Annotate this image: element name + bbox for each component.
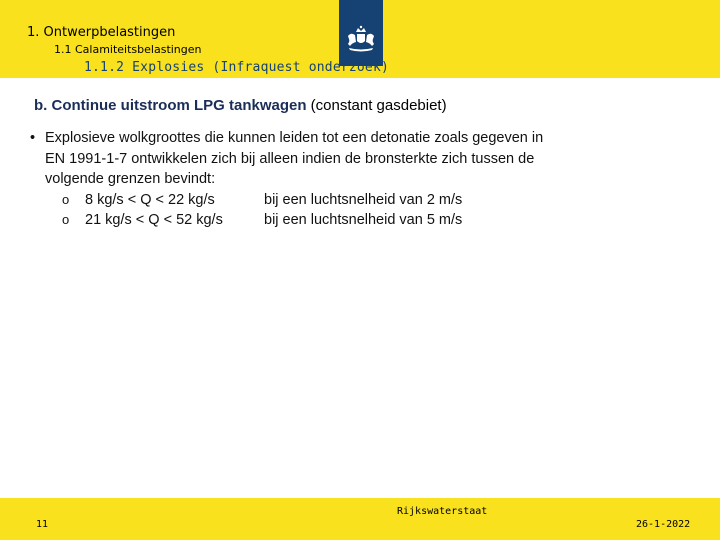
- sub-list-item: [30, 190, 600, 211]
- flow-range: 21 kg/s < Q < 52 kg/s: [85, 212, 223, 228]
- sub-bullet-symbol: o: [62, 212, 70, 227]
- footer-date: 26-1-2022: [636, 519, 691, 530]
- subtitle-normal: (constant gasdebiet): [306, 97, 447, 114]
- sub-list-item: [30, 210, 600, 231]
- slide-subtitle: [34, 97, 447, 114]
- subtitle-bold: b. Continue uitstroom LPG tankwagen: [34, 97, 307, 114]
- heading-level-2: 1.1 Calamiteitsbelastingen: [54, 43, 202, 56]
- heading-level-1: 1. Ontwerpbelastingen: [27, 25, 176, 40]
- bullet-line: Explosieve wolkgroottes die kunnen leiden tot een detonatie zoals gegeven in: [45, 130, 544, 146]
- bullet-item: [30, 128, 600, 190]
- bullet-symbol: •: [30, 130, 36, 146]
- slide-content: [30, 128, 600, 231]
- bullet-line: volgende grenzen bevindt:: [45, 171, 216, 187]
- footer-band: [0, 498, 720, 540]
- coat-of-arms-icon: [339, 0, 383, 66]
- sub-list: [30, 190, 600, 231]
- heading-level-3: 1.1.2 Explosies (Infraquest onderzoek): [84, 60, 390, 75]
- sub-bullet-symbol: o: [62, 191, 70, 207]
- bullet-line: EN 1991-1-7 ontwikkelen zich bij alleen indien de bronsterkte zich tussen de: [45, 150, 535, 167]
- wind-speed-text: bij een luchtsnelheid van 2 m/s: [264, 191, 463, 208]
- flow-range: 8 kg/s < Q < 22 kg/s: [85, 191, 215, 208]
- rijksoverheid-logo: [339, 0, 383, 66]
- organization-name: Rijkswaterstaat: [397, 506, 488, 517]
- page-number: 11: [36, 519, 49, 530]
- wind-speed-text: bij een luchtsnelheid van 5 m/s: [264, 212, 463, 228]
